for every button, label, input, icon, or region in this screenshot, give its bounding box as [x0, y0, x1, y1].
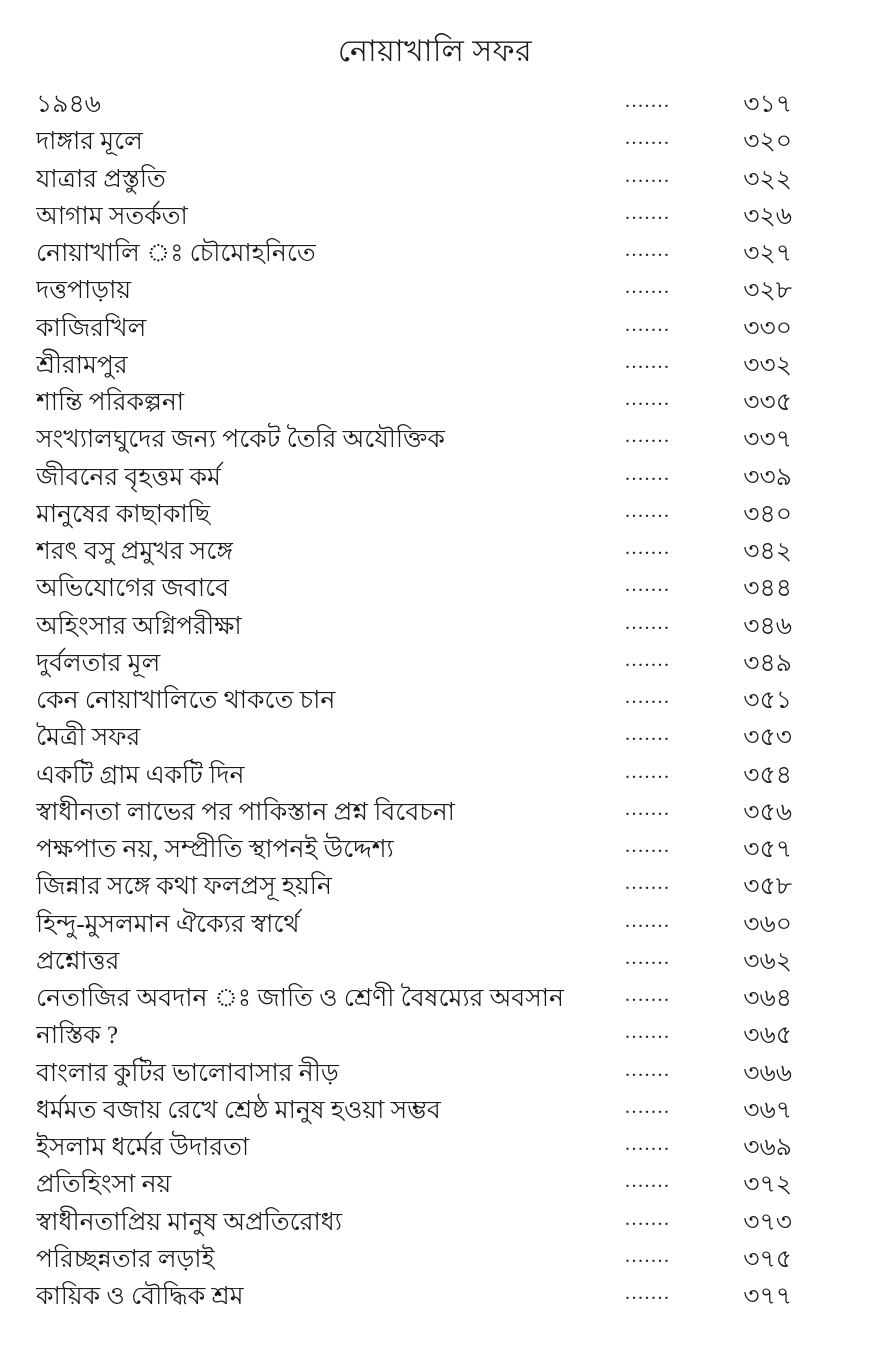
toc-row: [36, 831, 792, 868]
dot-leader: .......: [625, 90, 671, 112]
dot-leader: .......: [625, 1021, 671, 1044]
dot-leader: .......: [625, 872, 671, 895]
dot-leader: .......: [625, 201, 671, 224]
toc-entry-title: সংখ্যালঘুদের জন্য পকেট তৈরি অযৌক্তিক: [36, 426, 445, 454]
dot-leader: .......: [625, 1058, 671, 1081]
toc-row: [36, 161, 792, 198]
toc-row: [36, 1166, 792, 1203]
toc-row: [36, 421, 792, 458]
toc-page-number: ৩৬৭: [743, 1096, 792, 1124]
dot-leader: .......: [625, 276, 671, 299]
toc-row: [36, 943, 792, 980]
toc-entry-title: অহিংসার অগ্নিপরীক্ষা: [36, 612, 242, 640]
toc-entry-title: কায়িক ও বৌদ্ধিক শ্রম: [36, 1283, 244, 1310]
toc-row: [36, 1241, 792, 1278]
toc-entry-title: একটি গ্রাম একটি দিন: [36, 761, 245, 789]
toc-row: [36, 645, 792, 682]
toc-entry-title: জীবনের বৃহত্তম কর্ম: [36, 463, 221, 491]
toc-row: [36, 980, 792, 1017]
toc-page-number: ৩২২: [743, 165, 792, 193]
toc-row: [36, 86, 792, 123]
toc-page-number: ৩৭৭: [743, 1283, 792, 1310]
toc-entry-title: দত্তপাড়ায়: [36, 277, 132, 305]
toc-entry-title: দাঙ্গার মূলে: [36, 128, 143, 156]
toc-page-number: ৩৭৩: [743, 1208, 792, 1236]
toc-page-number: ৩৫৬: [743, 798, 792, 826]
toc-entry-title: শ্রীরামপুর: [36, 351, 128, 379]
toc-page-number: ৩১৭: [743, 91, 792, 118]
toc-row: [36, 906, 792, 943]
toc-page-number: ৩৬৬: [743, 1059, 792, 1087]
toc-entry-title: ১৯৪৬: [36, 91, 101, 118]
toc-page-number: ৩৫১: [743, 687, 792, 714]
dot-leader: .......: [625, 797, 671, 820]
toc-page-number: ৩৪৪: [743, 575, 792, 603]
toc-entry-title: নাস্তিক ?: [36, 1022, 119, 1050]
dot-leader: .......: [625, 946, 671, 969]
dot-leader: .......: [625, 388, 671, 410]
toc-entry-title: যাত্রার প্রস্তুতি: [36, 165, 166, 193]
toc-row: [36, 1129, 792, 1166]
toc-page-number: ৩৩২: [743, 351, 792, 379]
toc-row: [36, 198, 792, 235]
toc-row: [36, 123, 792, 160]
dot-leader: .......: [625, 127, 671, 150]
toc-page-number: ৩৬০: [743, 910, 792, 938]
toc-entry-title: আগাম সতর্কতা: [36, 202, 188, 230]
toc-entry-title: জিন্নার সঙ্গে কথা ফলপ্রসূ হয়নি: [36, 873, 332, 901]
dot-leader: .......: [625, 239, 671, 261]
toc-row: [36, 1055, 792, 1092]
dot-leader: .......: [625, 1133, 671, 1155]
toc-row: [36, 1204, 792, 1241]
toc-page-number: ৩৩৯: [743, 463, 792, 491]
toc-entry-title: প্রশ্নোত্তর: [36, 947, 120, 975]
toc-entry-title: শরৎ বসু প্রমুখর সঙ্গে: [36, 538, 233, 565]
dot-leader: .......: [625, 648, 671, 671]
toc-page-number: ৩২৭: [743, 240, 792, 267]
toc-page-number: ৩৩৭: [743, 426, 792, 454]
toc-row: [36, 496, 792, 533]
toc-page-number: ৩৫৪: [743, 761, 792, 789]
toc-entry-title: দুর্বলতার মূল: [36, 649, 161, 677]
toc-page-number: ৩৪৬: [743, 612, 792, 640]
toc-entry-title: শান্তি পরিকল্পনা: [36, 389, 185, 416]
toc-row: [36, 1278, 792, 1315]
dot-leader: .......: [625, 313, 671, 336]
toc-row: [36, 682, 792, 719]
toc-entry-title: অভিযোগের জবাবে: [36, 575, 230, 603]
toc-entry-title: কাজিরখিল: [36, 314, 147, 342]
toc-entry-title: মৈত্রী সফর: [36, 724, 141, 752]
toc-page-number: ৩৬২: [743, 947, 792, 975]
toc-entry-title: বাংলার কুটির ভালোবাসার নীড়: [36, 1059, 339, 1087]
toc-row: [36, 868, 792, 905]
toc-row: [36, 235, 792, 272]
toc-page-number: ৩৬৯: [743, 1134, 792, 1161]
toc-entry-title: স্বাধীনতা লাভের পর পাকিস্তান প্রশ্ন বিবেচনা: [36, 798, 455, 826]
toc-row: [36, 533, 792, 570]
dot-leader: .......: [625, 1207, 671, 1230]
toc-entry-title: ইসলাম ধর্মের উদারতা: [36, 1134, 250, 1161]
dot-leader: .......: [625, 574, 671, 597]
dot-leader: .......: [625, 462, 671, 485]
toc-entry-title: ধর্মমত বজায় রেখে শ্রেষ্ঠ মানুষ হওয়া সম্ভব: [36, 1096, 441, 1124]
toc-row: [36, 459, 792, 496]
toc-page-number: ৩৬৫: [743, 1022, 792, 1050]
toc-row: [36, 310, 792, 347]
dot-leader: .......: [625, 723, 671, 746]
toc-entry-title: মানুষের কাছাকাছি: [36, 500, 211, 528]
toc-row: [36, 1017, 792, 1054]
dot-leader: .......: [625, 611, 671, 634]
toc-row: [36, 384, 792, 421]
toc-page-number: ৩৫৩: [743, 724, 792, 752]
toc-list: [0, 86, 870, 1315]
toc-entry-title: কেন নোয়াখালিতে থাকতে চান: [36, 687, 336, 714]
toc-row: [36, 272, 792, 309]
toc-page-number: ৩২০: [743, 128, 792, 156]
dot-leader: .......: [625, 835, 671, 857]
dot-leader: .......: [625, 164, 671, 187]
toc-page-number: ৩৬৪: [743, 985, 792, 1012]
toc-row: [36, 570, 792, 607]
toc-row: [36, 757, 792, 794]
dot-leader: .......: [625, 537, 671, 559]
dot-leader: .......: [625, 760, 671, 783]
toc-entry-title: পক্ষপাত নয়, সম্প্রীতি স্থাপনই উদ্দেশ্য: [36, 836, 394, 863]
toc-row: [36, 347, 792, 384]
toc-entry-title: স্বাধীনতাপ্রিয় মানুষ অপ্রতিরোধ্য: [36, 1208, 342, 1236]
toc-page-number: ৩৩০: [743, 314, 792, 342]
toc-entry-title: হিন্দু-মুসলমান ঐক্যের স্বার্থে: [36, 910, 300, 938]
toc-row: [36, 608, 792, 645]
toc-page-number: ৩২৮: [743, 277, 792, 305]
dot-leader: .......: [625, 1244, 671, 1267]
toc-page-number: ৩২৬: [743, 202, 792, 230]
toc-entry-title: প্রতিহিংসা নয়: [36, 1171, 172, 1199]
toc-page-number: ৩৩৫: [743, 389, 792, 416]
toc-page-number: ৩৭২: [743, 1171, 792, 1199]
dot-leader: .......: [625, 350, 671, 373]
dot-leader: .......: [625, 1170, 671, 1193]
toc-row: [36, 794, 792, 831]
toc-row: [36, 1092, 792, 1129]
dot-leader: .......: [625, 909, 671, 932]
toc-page-number: ৩৪০: [743, 500, 792, 528]
toc-page-number: ৩৫৭: [743, 836, 792, 863]
toc-page-number: ৩৪৯: [743, 649, 792, 677]
dot-leader: .......: [625, 1095, 671, 1118]
dot-leader: .......: [625, 984, 671, 1006]
toc-entry-title: পরিচ্ছন্নতার লড়াই: [36, 1245, 215, 1273]
dot-leader: .......: [625, 686, 671, 708]
dot-leader: .......: [625, 499, 671, 522]
toc-page-number: ৩৪২: [743, 538, 792, 565]
toc-entry-title: নেতাজির অবদান ঃ জাতি ও শ্রেণী বৈষম্যের অবসান: [36, 985, 564, 1012]
dot-leader: .......: [625, 425, 671, 448]
dot-leader: .......: [625, 1282, 671, 1304]
toc-page-number: ৩৭৫: [743, 1245, 792, 1273]
toc-row: [36, 719, 792, 756]
toc-entry-title: নোয়াখালি ঃ চৌমোহনিতে: [36, 240, 316, 267]
toc-page-number: ৩৫৮: [743, 873, 792, 901]
page-title: নোয়াখালি সফর: [337, 35, 533, 68]
